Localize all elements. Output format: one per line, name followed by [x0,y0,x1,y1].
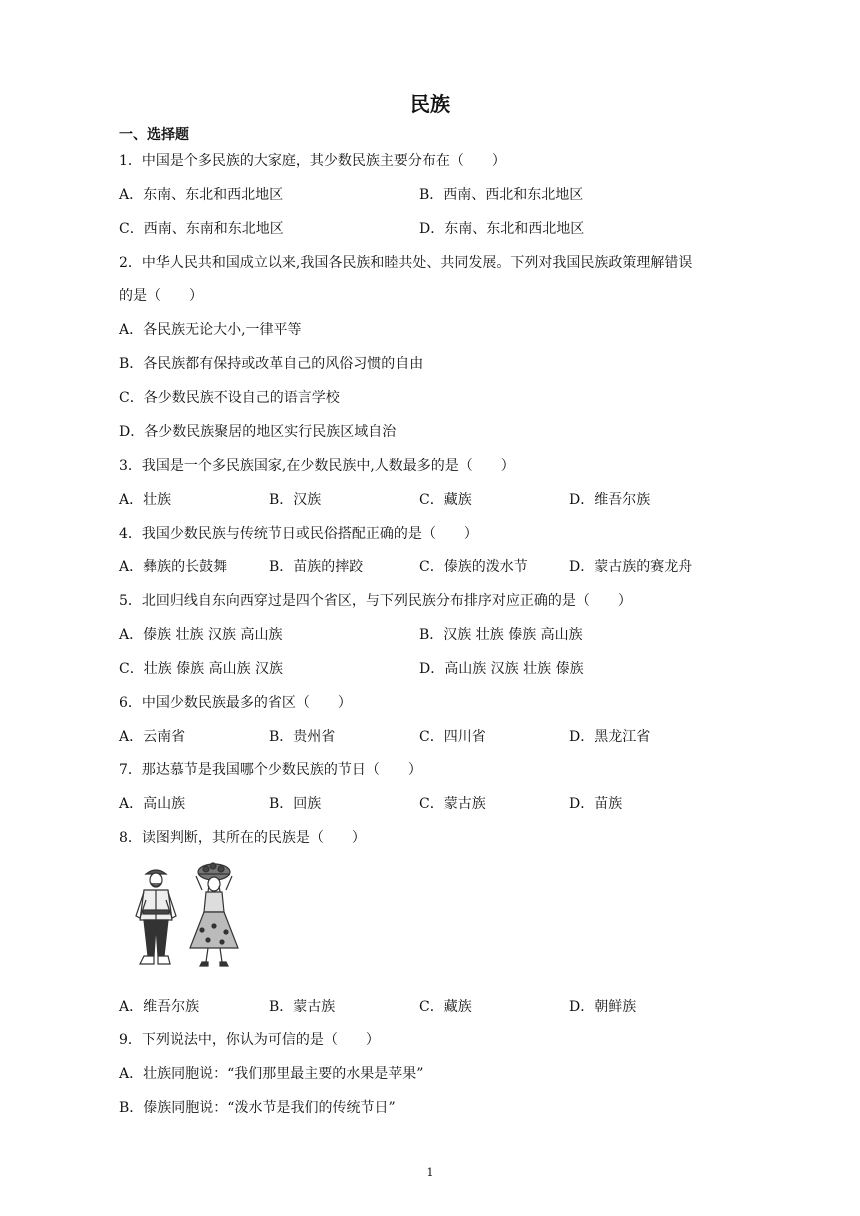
q3-option-c: C．藏族 [419,492,472,508]
ethnic-costume-figure [126,860,256,972]
q9-option-b: B．傣族同胞说：“泼水节是我们的传统节日” [119,1100,396,1116]
q5-option-b: B．汉族 壮族 傣族 高山族 [419,627,583,643]
q4-option-c: C．傣族的泼水节 [419,559,528,575]
q2-option-c: C．各少数民族不设自己的语言学校 [119,390,340,406]
q7-option-a: A．高山族 [119,796,186,812]
question-2-stem-line1: 2．中华人民共和国成立以来,我国各民族和睦共处、共同发展。下列对我国民族政策理解错误 [119,255,693,271]
q6-option-c: C．四川省 [419,729,486,745]
q8-option-c: C．藏族 [419,999,472,1015]
q8-option-d: D．朝鲜族 [569,999,637,1015]
question-3-stem: 3．我国是一个多民族国家,在少数民族中,人数最多的是（ ） [119,458,515,474]
q1-option-d: D．东南、东北和西北地区 [419,221,585,237]
question-1-stem: 1．中国是个多民族的大家庭，其少数民族主要分布在（ ） [119,153,506,169]
q5-option-d: D．高山族 汉族 壮族 傣族 [419,661,584,677]
q3-option-b: B．汉族 [269,492,322,508]
question-7-stem: 7．那达慕节是我国哪个少数民族的节日（ ） [119,762,422,778]
q4-option-a: A．彝族的长鼓舞 [119,559,228,575]
q5-option-a: A．傣族 壮族 汉族 高山族 [119,627,283,643]
q1-option-a: A．东南、东北和西北地区 [119,187,284,203]
q8-option-b: B．蒙古族 [269,999,336,1015]
woman-figure-icon [190,863,238,966]
q1-option-c: C．西南、东南和东北地区 [119,221,284,237]
question-2-stem-line2: 的是（ ） [119,288,203,304]
question-5-stem: 5．北回归线自东向西穿过是四个省区，与下列民族分布排序对应正确的是（ ） [119,593,632,609]
q2-option-b: B．各民族都有保持或改革自己的风俗习惯的自由 [119,356,424,372]
q6-option-d: D．黑龙江省 [569,729,651,745]
question-6-stem: 6．中国少数民族最多的省区（ ） [119,695,352,711]
q1-option-b: B．西南、西北和东北地区 [419,187,584,203]
question-8-stem: 8．读图判断，其所在的民族是（ ） [119,830,366,846]
q5-option-c: C．壮族 傣族 高山族 汉族 [119,661,284,677]
q9-option-a: A．壮族同胞说：“我们那里最主要的水果是苹果” [119,1066,424,1082]
q7-option-b: B．回族 [269,796,322,812]
q2-option-d: D．各少数民族聚居的地区实行民族区域自治 [119,424,397,440]
q3-option-d: D．维吾尔族 [569,492,651,508]
q2-option-a: A．各民族无论大小,一律平等 [119,322,302,338]
page-title: 民族 [410,92,450,116]
q6-option-b: B．贵州省 [269,729,336,745]
question-9-stem: 9．下列说法中，你认为可信的是（ ） [119,1032,380,1048]
q6-option-a: A．云南省 [119,729,186,745]
q4-option-d: D．蒙古族的赛龙舟 [569,559,693,575]
man-figure-icon [136,870,176,964]
q3-option-a: A．壮族 [119,492,172,508]
page-number: 1 [426,1166,434,1179]
section-heading: 一、选择题 [119,127,189,143]
q4-option-b: B．苗族的摔跤 [269,559,364,575]
q7-option-c: C．蒙古族 [419,796,486,812]
q8-option-a: A．维吾尔族 [119,999,200,1015]
question-4-stem: 4．我国少数民族与传统节日或民俗搭配正确的是（ ） [119,526,478,542]
q7-option-d: D．苗族 [569,796,623,812]
